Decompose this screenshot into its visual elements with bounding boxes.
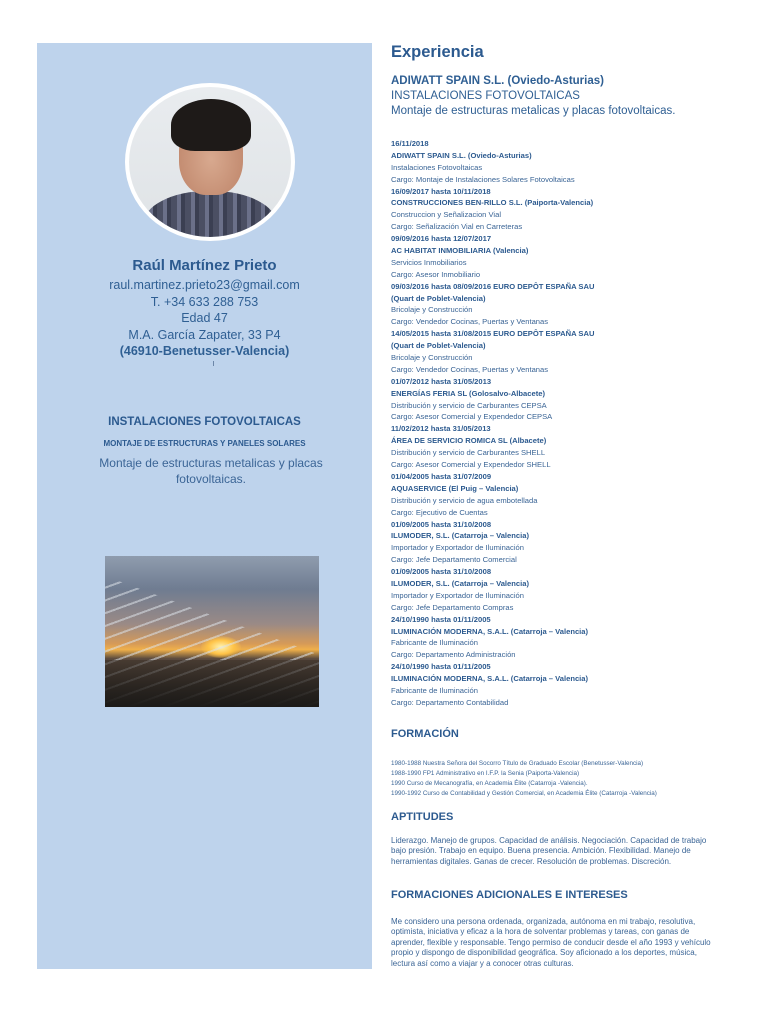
experience-line: Importador y Exportador de Iluminación	[391, 543, 524, 553]
experience-line: Cargo: Ejecutivo de Cuentas	[391, 507, 488, 517]
person-name: Raúl Martínez Prieto	[132, 257, 277, 274]
experience-line: Cargo: Asesor Inmobiliario	[391, 269, 481, 279]
experience-line: Importador y Exportador de Iluminación	[391, 590, 524, 600]
experience-line: Cargo: Asesor Comercial y Expendedor SHELL	[391, 460, 551, 470]
experience-line: 01/09/2005 hasta 31/10/2008	[391, 567, 492, 577]
experience-line: Fabricante de Iluminación	[391, 685, 478, 695]
experience-line: Cargo: Vendedor Cocinas, Puertas y Ventanas	[391, 364, 549, 374]
experience-line: 16/09/2017 hasta 10/11/2018	[391, 186, 491, 196]
experience-line: ILUMODER, S.L. (Catarroja – Valencia)	[391, 531, 529, 541]
experience-line: Cargo: Jefe Departamento Comercial	[391, 555, 517, 565]
formacion-list	[391, 759, 657, 799]
experience-line: 01/04/2005 hasta 31/07/2009	[391, 471, 492, 481]
formacion-line: 1990-1992 Curso de Contabilidad y Gestión Comercial, en Academia Élite (Catarroja -Valencia)	[391, 790, 657, 797]
experience-line: 24/10/1990 hasta 01/11/2005	[391, 614, 491, 624]
profile-photo	[129, 87, 291, 237]
experience-line: AC HABITAT INMOBILIARIA (Valencia)	[391, 246, 529, 256]
age-text: Edad 47	[181, 311, 228, 325]
experience-line: Bricolaje y Construcción	[391, 305, 473, 315]
adicionales-title: FORMACIONES ADICIONALES E INTERESES	[391, 889, 628, 901]
adicionales-text: Me considero una persona ordenada, organizada, autónoma en mi trabajo, resolutiva, optimista, iniciativa y eficaz a la hora de solventar problemas y tareas, con ganas de aprender, flexible y responsable. Tengo permiso de conducir desde el año 1993 y vehículo propio y dispongo de disponibilidad geográfica. Soy aficionado a los deportes, música, lectura así como a viajar y a conocer otras culturas.	[391, 917, 711, 968]
experience-line: 14/05/2015 hasta 31/08/2015 EURO DEPÔT ESPAÑA SAU	[391, 329, 595, 339]
sidebar-subheading: MONTAJE DE ESTRUCTURAS Y PANELES SOLARES	[103, 439, 306, 448]
phone-text: T. +34 633 288 753	[150, 294, 259, 309]
sidebar-description: Montaje de estructuras metalicas y placas fotovoltaicas.	[99, 456, 323, 486]
experience-lead-role: INSTALACIONES FOTOVOLTAICAS	[391, 90, 580, 102]
experience-line: Servicios Inmobiliarios	[391, 257, 467, 267]
experience-line: Cargo: Señalización Vial en Carreteras	[391, 222, 523, 232]
experience-title: Experiencia	[391, 43, 484, 61]
experience-line: ADIWATT SPAIN S.L. (Oviedo-Asturias)	[391, 150, 532, 160]
experience-line: Fabricante de Iluminación	[391, 638, 478, 648]
experience-line: Cargo: Vendedor Cocinas, Puertas y Ventanas	[391, 317, 549, 327]
experience-line: 09/09/2016 hasta 12/07/2017	[391, 234, 492, 244]
experience-line: ILUMINACIÓN MODERNA, S.A.L. (Catarroja – Valencia)	[391, 674, 589, 684]
experience-lead-description: Montaje de estructuras metalicas y placas fotovoltaicas.	[391, 105, 676, 117]
contact-info	[37, 277, 372, 360]
experience-line: 09/03/2016 hasta 08/09/2016 EURO DEPÔT ESPAÑA SAU	[391, 281, 595, 291]
experience-line: ENERGÍAS FERIA SL (Golosalvo-Albacete)	[391, 388, 546, 398]
experience-list	[391, 138, 761, 709]
experience-line: 01/09/2005 hasta 31/10/2008	[391, 519, 492, 529]
experience-line: Construccion y Señalizacion Vial	[391, 210, 502, 220]
experience-line: ILUMODER, S.L. (Catarroja – Valencia)	[391, 578, 529, 588]
sidebar	[37, 43, 372, 969]
experience-line: (Quart de Poblet-Valencia)	[391, 341, 486, 351]
experience-line: Cargo: Departamento Administración	[391, 650, 516, 660]
experience-line: CONSTRUCCIONES BEN-RILLO S.L. (Paiporta-Valencia)	[391, 198, 594, 208]
experience-line: Distribución y servicio de Carburantes SHELL	[391, 448, 546, 458]
address-text: M.A. García Zapater, 33 P4	[128, 327, 281, 342]
experience-line: Cargo: Jefe Departamento Compras	[391, 602, 514, 612]
experience-line: AQUASERVICE (El Puig – Valencia)	[391, 483, 519, 493]
experience-line: Instalaciones Fotovoltaicas	[391, 162, 483, 172]
experience-line: 11/02/2012 hasta 31/05/2013	[391, 424, 491, 434]
aptitudes-text: Liderazgo. Manejo de grupos. Capacidad de análisis. Negociación. Capacidad de trabajo bajo presión. Trabajo en equipo. Buena presencia. Ambición. Flexibilidad. Manejo de herramientas digitales. Ganas de crecer. Resolución de problemas. Discreción.	[391, 836, 707, 866]
formacion-line: 1990 Curso de Mecanografía, en Academia Élite (Catarroja -Valencia).	[391, 780, 588, 787]
aptitudes-title: APTITUDES	[391, 811, 454, 823]
experience-line: 24/10/1990 hasta 01/11/2005	[391, 662, 491, 672]
city-text: (46910-Benetusser-Valencia)	[119, 344, 290, 358]
experience-line: Bricolaje y Construcción	[391, 353, 473, 363]
experience-line: Distribución y servicio de agua embotellada	[391, 495, 538, 505]
experience-line: Cargo: Asesor Comercial y Expendedor CEPSA	[391, 412, 553, 422]
sidebar-heading: INSTALACIONES FOTOVOLTAICAS	[108, 416, 301, 428]
solar-panels-sunset-photo	[105, 556, 319, 707]
experience-line: ILUMINACIÓN MODERNA, S.A.L. (Catarroja – Valencia)	[391, 626, 589, 636]
experience-line: ÁREA DE SERVICIO ROMICA SL (Albacete)	[391, 436, 547, 446]
formacion-line: 1988-1990 FP1 Administrativo en I.F.P. la Senia (Paiporta-Valencia)	[391, 770, 580, 777]
experience-line: Cargo: Departamento Contabilidad	[391, 697, 509, 707]
email-text: raul.martinez.prieto23@gmail.com	[109, 278, 300, 292]
experience-line: 01/07/2012 hasta 31/05/2013	[391, 376, 492, 386]
formacion-title: FORMACIÓN	[391, 728, 459, 740]
formacion-line: 1980-1988 Nuestra Señora del Socorro Título de Graduado Escolar (Benetusser-Valencia)	[391, 760, 644, 767]
divider-mark	[213, 361, 214, 366]
experience-line: 16/11/2018	[391, 139, 429, 148]
experience-lead-company: ADIWATT SPAIN S.L. (Oviedo-Asturias)	[391, 75, 604, 87]
experience-line: Distribución y servicio de Carburantes CEPSA	[391, 400, 547, 410]
profile-photo-frame	[125, 83, 295, 241]
experience-line: Cargo: Montaje de Instalaciones Solares Fotovoltaicas	[391, 174, 575, 184]
experience-line: (Quart de Poblet-Valencia)	[391, 293, 486, 303]
